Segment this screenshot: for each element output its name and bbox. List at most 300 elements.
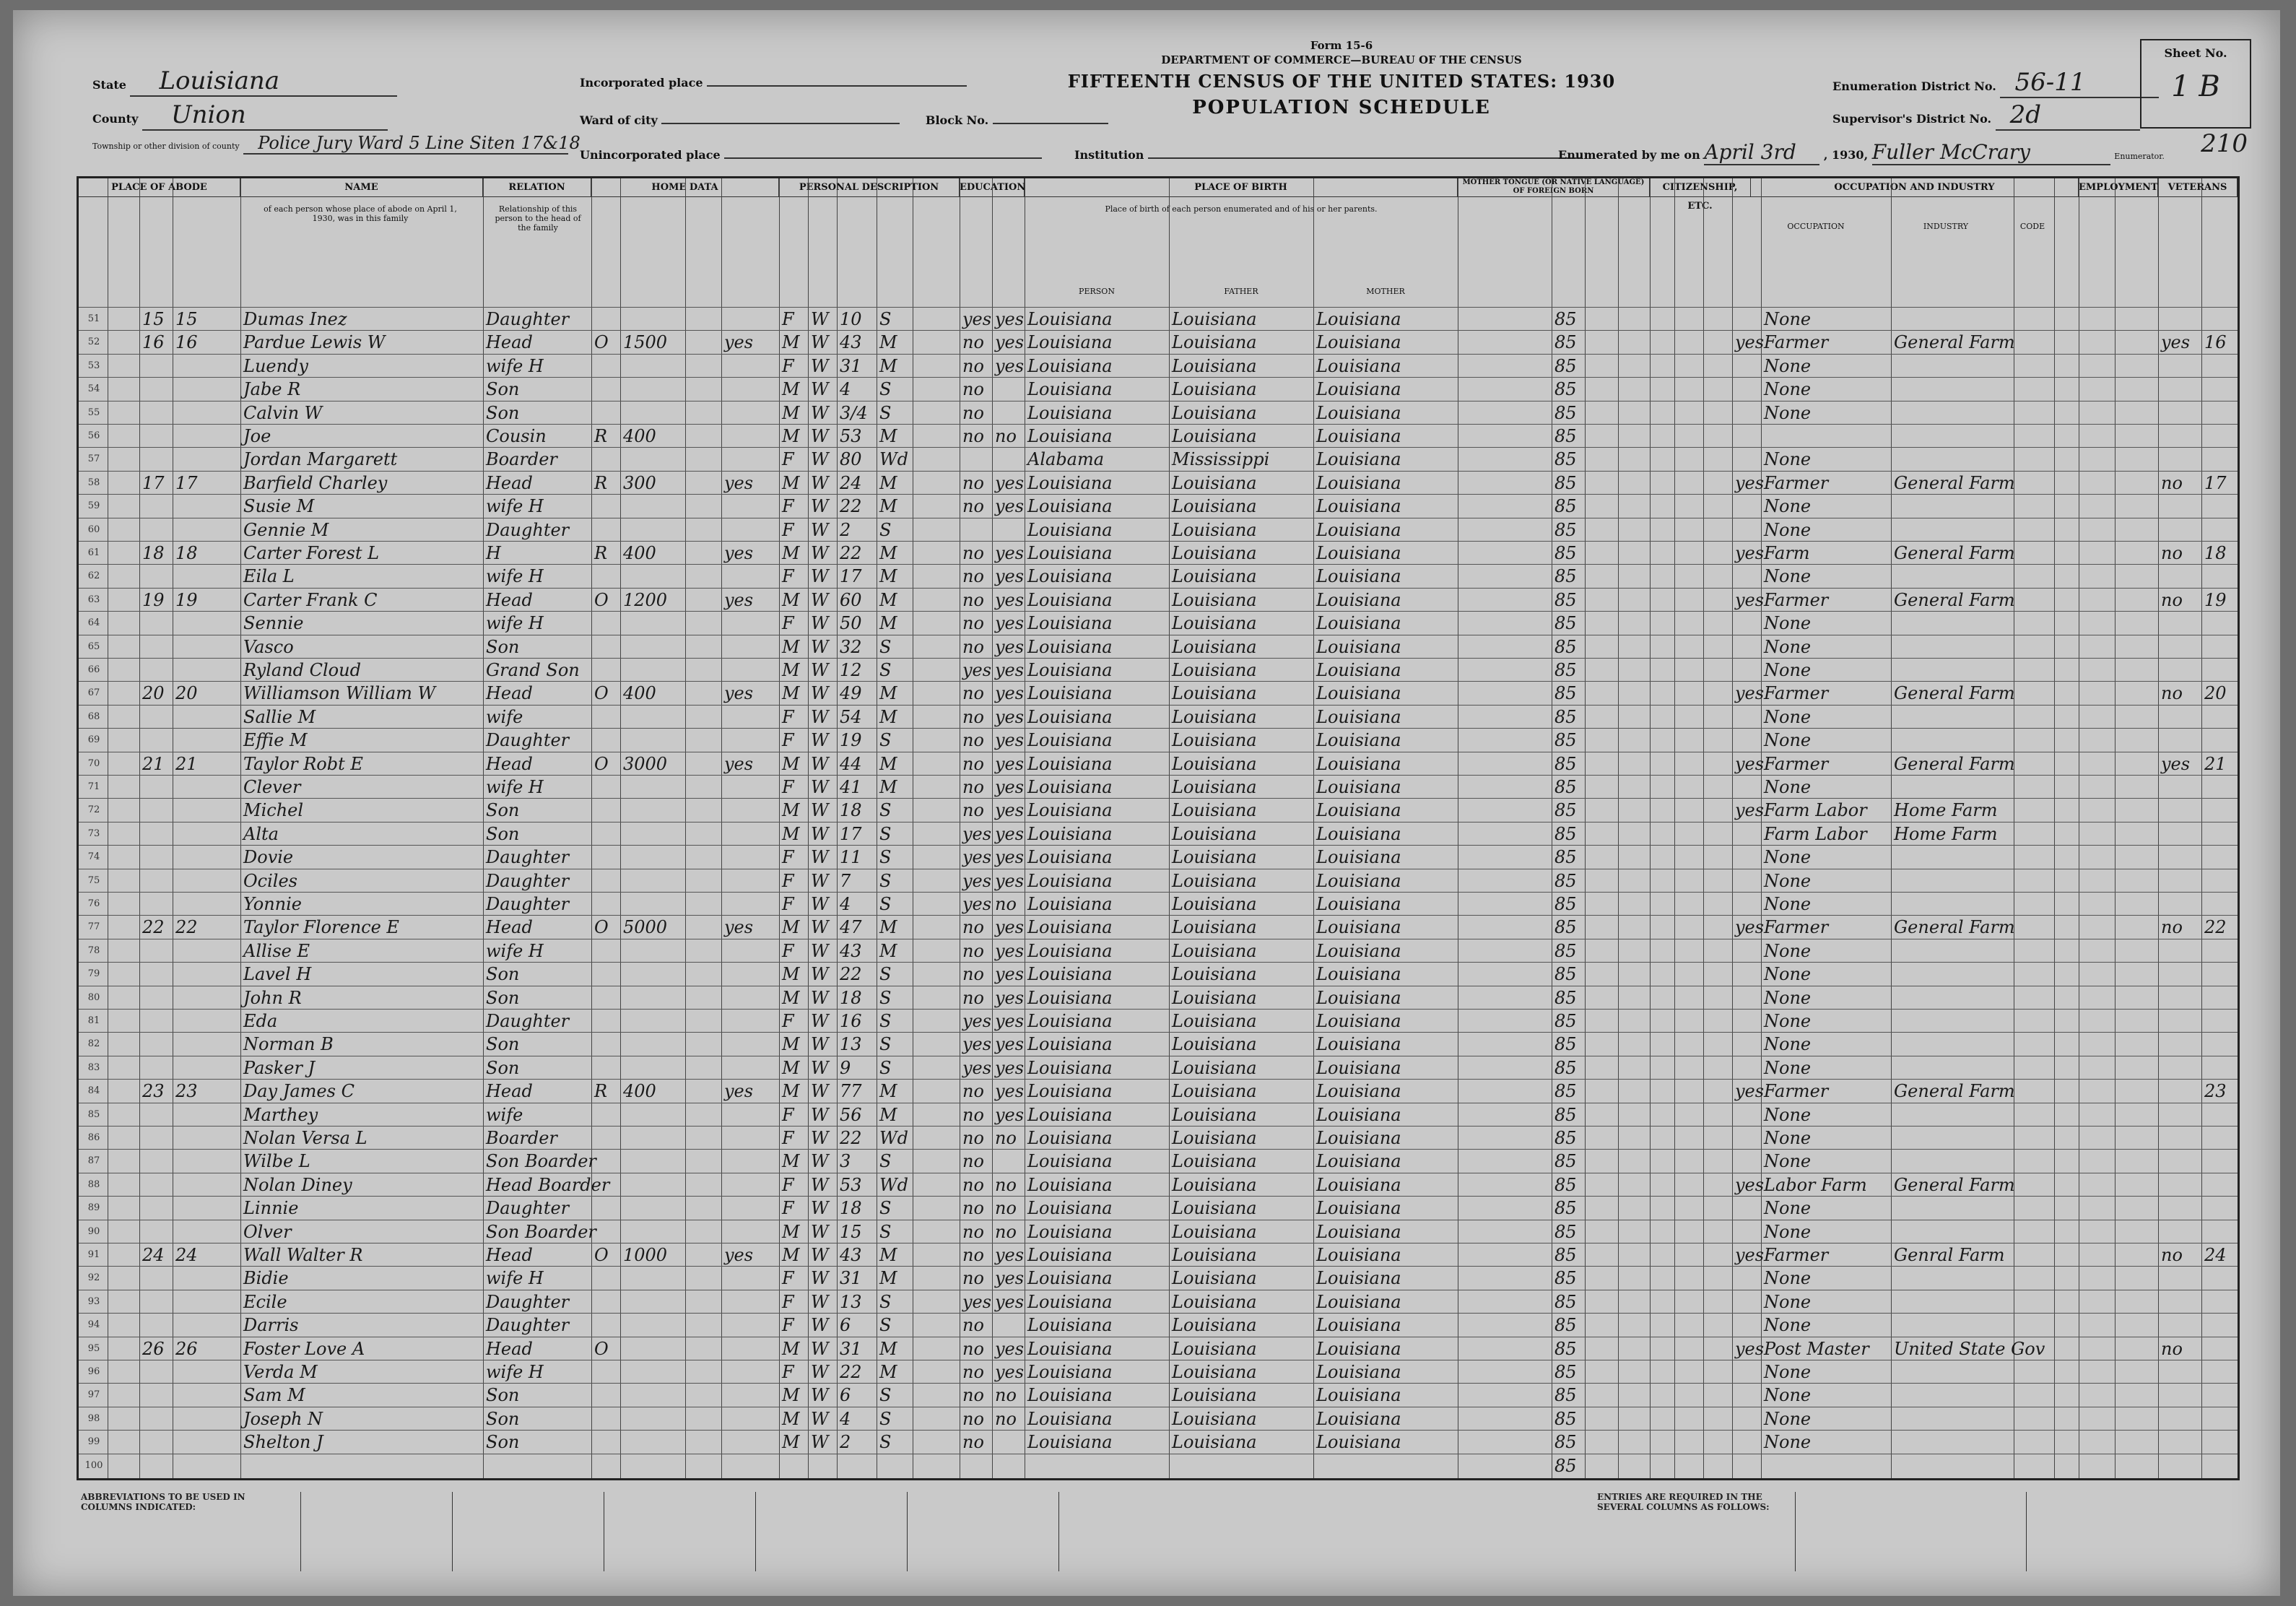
cell-farm-schedule — [2204, 776, 2236, 799]
cell-farm — [724, 1431, 763, 1454]
institution-label: Institution — [1074, 148, 1144, 162]
department-title: DEPARTMENT OF COMMERCE—BUREAU OF THE CENSUS — [1161, 53, 1522, 66]
cell-industry — [1894, 378, 2012, 401]
unincorporated-line — [724, 144, 1042, 159]
cell-industry — [1894, 308, 2012, 331]
cell-home-value — [623, 776, 684, 799]
cell-farm-schedule — [2204, 1454, 2236, 1477]
table-row — [79, 705, 2238, 729]
group-relation: RELATION — [483, 178, 591, 197]
cell-person-name: Olver — [243, 1221, 292, 1242]
cell-school: no — [962, 566, 984, 587]
cell-sex: M — [782, 1338, 800, 1359]
cell-family-number — [175, 565, 204, 588]
cell-home-value: 400 — [623, 1081, 656, 1102]
cell-school: no — [962, 589, 984, 610]
sheet-number-box — [2140, 39, 2251, 129]
table-row — [79, 962, 2238, 986]
cell-occupation: Farmer — [1764, 1245, 1829, 1265]
cell-occupation: None — [1764, 1268, 1812, 1289]
cell-birth-code: 85 — [1554, 964, 1577, 985]
cell-veteran — [2161, 706, 2200, 729]
cell-marital: S — [879, 894, 892, 914]
cell-line-number: 85 — [87, 1108, 100, 1120]
cell-school: no — [962, 730, 984, 751]
cell-veteran — [2161, 869, 2200, 893]
cell-mother-birthplace: Louisiana — [1316, 636, 1401, 657]
cell-school: no — [962, 496, 984, 517]
cell-birthplace: Louisiana — [1027, 566, 1113, 587]
cell-industry — [1894, 1314, 2012, 1337]
cell-birthplace: Louisiana — [1027, 355, 1113, 376]
cell-father-birthplace: Louisiana — [1172, 823, 1257, 844]
cell-home-owned — [594, 1197, 619, 1220]
cell-home-owned — [594, 846, 619, 869]
cell-home-value — [623, 799, 684, 822]
cell-occupation: None — [1764, 894, 1812, 914]
cell-father-birthplace: Louisiana — [1172, 683, 1257, 704]
cell-marital: M — [879, 355, 897, 376]
cell-birth-code: 85 — [1554, 847, 1577, 868]
cell-relation: Daughter — [486, 1291, 570, 1312]
cell-birth-code: 85 — [1554, 566, 1577, 587]
sd-field — [1832, 100, 2140, 131]
cell-mother-birthplace: Louisiana — [1316, 753, 1401, 774]
cell-home-value — [623, 1103, 684, 1127]
cell-line-number: 83 — [87, 1062, 100, 1073]
cell-school: no — [962, 964, 984, 985]
cell-marital: S — [879, 870, 892, 891]
cell-sex: F — [782, 496, 794, 517]
cell-at-work — [1735, 518, 1760, 542]
cell-birthplace: Louisiana — [1027, 1432, 1113, 1453]
cell-farm-schedule: 18 — [2204, 543, 2227, 563]
cell-school: no — [962, 1432, 984, 1453]
cell-relation: Daughter — [486, 1198, 570, 1219]
cell-father-birthplace: Louisiana — [1172, 1034, 1257, 1055]
cell-school: no — [962, 917, 984, 938]
cell-relation: Cousin — [486, 426, 547, 446]
cell-at-work — [1735, 986, 1760, 1010]
cell-industry — [1894, 425, 2012, 448]
cell-relation: wife — [486, 706, 523, 727]
cell-relation: Head — [486, 1081, 533, 1102]
cell-family-number: 24 — [175, 1245, 198, 1265]
cell-person-name: Sam M — [243, 1385, 305, 1406]
cell-occupation: None — [1764, 1057, 1812, 1078]
cell-read-write: yes — [995, 1245, 1025, 1265]
cell-school: no — [962, 1198, 984, 1219]
cell-home-owned — [594, 1290, 619, 1314]
cell-school: no — [962, 987, 984, 1008]
cell-occupation: None — [1764, 1221, 1812, 1242]
cell-at-work: yes — [1735, 472, 1765, 493]
cell-read-write: yes — [995, 1104, 1025, 1125]
cell-home-value — [623, 378, 684, 401]
cell-farm: yes — [724, 683, 754, 704]
cell-read-write — [995, 402, 1023, 425]
table-row — [79, 611, 2238, 635]
cell-marital: S — [879, 1385, 892, 1406]
state-label: State — [92, 78, 126, 92]
cell-father-birthplace: Louisiana — [1172, 519, 1257, 540]
table-row — [79, 307, 2238, 331]
cell-occupation: None — [1764, 1385, 1812, 1406]
cell-veteran — [2161, 518, 2200, 542]
cell-family-number: 20 — [175, 683, 198, 704]
cell-farm — [724, 612, 763, 635]
cell-birth-code: 85 — [1554, 613, 1577, 634]
schedule-title: POPULATION SCHEDULE — [1192, 97, 1491, 118]
cell-birth-code: 85 — [1554, 1081, 1577, 1102]
table-row — [79, 471, 2238, 495]
cell-birth-code: 85 — [1554, 753, 1577, 774]
census-title: FIFTEENTH CENSUS OF THE UNITED STATES: 1930 — [1067, 71, 1616, 92]
cell-relation: Head — [486, 1245, 533, 1265]
cell-family-number — [175, 1360, 204, 1384]
cell-birth-code: 85 — [1554, 706, 1577, 727]
cell-at-work — [1735, 355, 1760, 378]
cell-veteran — [2161, 1220, 2200, 1243]
cell-marital: S — [879, 847, 892, 868]
cell-home-owned: R — [594, 543, 608, 563]
cell-read-write: yes — [995, 1338, 1025, 1359]
name-column-desc: of each person whose place of abode on April 1, 1930, was in this family — [264, 204, 457, 223]
cell-father-birthplace: Louisiana — [1172, 426, 1257, 446]
cell-relation: Son Boarder — [486, 1151, 596, 1172]
cell-relation: Son — [486, 1385, 520, 1406]
cell-relation: Grand Son — [486, 660, 580, 680]
cell-age: 53 — [840, 1174, 862, 1195]
cell-read-write: yes — [995, 496, 1025, 517]
cell-occupation — [1764, 1454, 1890, 1477]
cell-industry — [1894, 565, 2012, 588]
cell-mother-birthplace: Louisiana — [1316, 1057, 1401, 1078]
cell-home-owned — [594, 659, 619, 682]
table-row — [79, 798, 2238, 822]
cell-person-name: Carter Frank C — [243, 589, 378, 610]
cell-mother-birthplace: Louisiana — [1316, 309, 1401, 329]
cell-dwelling-number — [142, 1220, 171, 1243]
cell-birth-code: 85 — [1554, 332, 1577, 353]
cell-race: W — [811, 1057, 829, 1078]
incorporated-label: Incorporated place — [580, 76, 703, 90]
cell-father-birthplace: Louisiana — [1172, 777, 1257, 797]
cell-race: W — [811, 800, 829, 821]
cell-home-owned — [594, 776, 619, 799]
cell-sex: F — [782, 870, 794, 891]
cell-dwelling-number: 19 — [142, 589, 165, 610]
cell-father-birthplace: Louisiana — [1172, 964, 1257, 985]
cell-father-birthplace: Louisiana — [1172, 1291, 1257, 1312]
cell-industry — [1894, 1197, 2012, 1220]
cell-home-owned: O — [594, 589, 609, 610]
cell-birth-code: 85 — [1554, 1104, 1577, 1125]
cell-dwelling-number — [142, 355, 171, 378]
cell-birthplace: Louisiana — [1027, 309, 1113, 329]
cell-family-number — [175, 1103, 204, 1127]
cell-relation: wife H — [486, 496, 544, 517]
cell-family-number — [175, 518, 204, 542]
cell-family-number — [175, 963, 204, 986]
cell-person-name: Barfield Charley — [243, 472, 388, 493]
footer — [77, 1485, 2235, 1586]
cell-person-name: Wall Walter R — [243, 1245, 363, 1265]
cell-home-value: 400 — [623, 683, 656, 704]
cell-sex: F — [782, 1128, 794, 1148]
cell-mother-birthplace: Louisiana — [1316, 1408, 1401, 1429]
cell-read-write — [995, 378, 1023, 401]
cell-school: no — [962, 1268, 984, 1289]
cell-occupation: None — [1764, 1362, 1812, 1382]
cell-dwelling-number — [142, 1033, 171, 1056]
cell-family-number — [175, 1173, 204, 1197]
cell-occupation: None — [1764, 1315, 1812, 1336]
cell-farm-schedule: 23 — [2204, 1081, 2227, 1102]
cell-birthplace: Louisiana — [1027, 1245, 1113, 1265]
cell-person-name: Shelton J — [243, 1432, 323, 1453]
cell-read-write: yes — [995, 1362, 1025, 1382]
cell-read-write: yes — [995, 777, 1025, 797]
cell-home-value — [623, 706, 684, 729]
cell-family-number — [175, 846, 204, 869]
cell-industry — [1894, 495, 2012, 518]
cell-person-name: Linnie — [243, 1198, 299, 1219]
table-row — [79, 728, 2238, 752]
cell-read-write: yes — [995, 543, 1025, 563]
cell-school: no — [962, 777, 984, 797]
cell-home-owned — [594, 378, 619, 401]
cell-home-owned — [594, 612, 619, 635]
cell-read-write: yes — [995, 683, 1025, 704]
cell-family-number: 22 — [175, 917, 198, 938]
cell-farm — [724, 1033, 763, 1056]
cell-occupation: Farmer — [1764, 1081, 1829, 1102]
cell-farm — [724, 729, 763, 752]
cell-farm-schedule — [2204, 1103, 2236, 1127]
cell-occupation: None — [1764, 777, 1812, 797]
cell-father-birthplace: Louisiana — [1172, 543, 1257, 563]
cell-relation: Son — [486, 800, 520, 821]
cell-birthplace: Louisiana — [1027, 1221, 1113, 1242]
cell-line-number: 60 — [87, 524, 100, 535]
cell-home-value — [623, 1150, 684, 1173]
cell-birth-code: 85 — [1554, 917, 1577, 938]
cell-at-work: yes — [1735, 1174, 1765, 1195]
cell-mother-birthplace: Louisiana — [1316, 777, 1401, 797]
cell-race: W — [811, 379, 829, 400]
township-label: Township or other division of county — [92, 142, 240, 151]
cell-father-birthplace: Louisiana — [1172, 496, 1257, 517]
cell-home-owned — [594, 565, 619, 588]
cell-veteran — [2161, 308, 2200, 331]
cell-birthplace: Louisiana — [1027, 940, 1113, 961]
cell-marital — [879, 1454, 911, 1477]
table-row — [79, 1079, 2238, 1103]
cell-birthplace: Alabama — [1027, 449, 1105, 470]
cell-at-work: yes — [1735, 543, 1765, 563]
cell-farm-schedule — [2204, 1384, 2236, 1407]
cell-line-number: 81 — [87, 1015, 100, 1026]
cell-sex: F — [782, 1268, 794, 1289]
table-row — [79, 1266, 2238, 1290]
cell-birthplace: Louisiana — [1027, 660, 1113, 680]
cell-dwelling-number — [142, 729, 171, 752]
cell-dwelling-number — [142, 1267, 171, 1290]
cell-line-number: 88 — [87, 1179, 100, 1190]
cell-veteran — [2161, 1314, 2200, 1337]
cell-school: no — [962, 940, 984, 961]
cell-at-work: yes — [1735, 1081, 1765, 1102]
table-row — [79, 1126, 2238, 1150]
cell-farm-schedule — [2204, 1173, 2236, 1197]
cell-age: 44 — [840, 753, 862, 774]
cell-dwelling-number: 18 — [142, 543, 165, 563]
cell-sex: M — [782, 964, 800, 985]
cell-relation: Daughter — [486, 847, 570, 868]
cell-person-name: Williamson William W — [243, 683, 436, 704]
cell-father-birthplace: Louisiana — [1172, 894, 1257, 914]
cell-industry: General Farm — [1894, 1081, 2015, 1102]
cell-industry — [1894, 518, 2012, 542]
cell-age: 77 — [840, 1081, 862, 1102]
cell-birthplace: Louisiana — [1027, 1081, 1113, 1102]
cell-mother-birthplace: Louisiana — [1316, 870, 1401, 891]
cell-veteran: no — [2161, 1245, 2183, 1265]
cell-veteran: no — [2161, 1338, 2183, 1359]
cell-dwelling-number — [142, 425, 171, 448]
cell-age: 22 — [840, 964, 862, 985]
cell-age: 11 — [840, 847, 862, 868]
ed-field — [1832, 68, 2159, 98]
cell-race: W — [811, 660, 829, 680]
cell-farm-schedule — [2204, 1314, 2236, 1337]
cell-industry: General Farm — [1894, 753, 2015, 774]
cell-home-value — [623, 1384, 684, 1407]
cell-at-work — [1735, 635, 1760, 659]
cell-person-name — [243, 1454, 482, 1477]
cell-race: W — [811, 402, 829, 423]
cell-marital: M — [879, 1104, 897, 1125]
sheet-label: Sheet No. — [2164, 46, 2227, 60]
cell-school — [962, 448, 991, 471]
cell-veteran — [2161, 1150, 2200, 1173]
table-row — [79, 775, 2238, 799]
cell-marital: S — [879, 1291, 892, 1312]
cell-industry — [1894, 846, 2012, 869]
cell-read-write: yes — [995, 1034, 1025, 1055]
cell-home-owned: O — [594, 332, 609, 353]
cell-school: no — [962, 636, 984, 657]
cell-person-name: Foster Love A — [243, 1338, 365, 1359]
unincorporated-label: Unincorporated place — [580, 148, 721, 162]
cell-industry — [1894, 1431, 2012, 1454]
cell-occupation: None — [1764, 660, 1812, 680]
cell-veteran — [2161, 1173, 2200, 1197]
cell-dwelling-number — [142, 1150, 171, 1173]
cell-birthplace: Louisiana — [1027, 332, 1113, 353]
cell-birthplace: Louisiana — [1027, 613, 1113, 634]
cell-school: no — [962, 1104, 984, 1125]
cell-father-birthplace: Louisiana — [1172, 660, 1257, 680]
cell-birth-code: 85 — [1554, 777, 1577, 797]
cell-sex: M — [782, 753, 800, 774]
cell-birthplace: Louisiana — [1027, 402, 1113, 423]
cell-farm-schedule — [2204, 986, 2236, 1010]
cell-relation: Son — [486, 823, 520, 844]
cell-farm-schedule — [2204, 1127, 2236, 1150]
cell-person-name: Eda — [243, 1011, 278, 1031]
cell-birthplace: Louisiana — [1027, 1174, 1113, 1195]
cell-person-name: Taylor Robt E — [243, 753, 363, 774]
cell-age: 47 — [840, 917, 862, 938]
cell-mother-birthplace: Louisiana — [1316, 1151, 1401, 1172]
cell-occupation: None — [1764, 1034, 1812, 1055]
cell-read-write: yes — [995, 566, 1025, 587]
cell-line-number: 58 — [87, 477, 100, 488]
cell-occupation: None — [1764, 379, 1812, 400]
cell-birth-code: 85 — [1554, 683, 1577, 704]
cell-industry: United State Gov — [1894, 1338, 2045, 1359]
cell-age: 43 — [840, 332, 862, 353]
cell-person-name: Susie M — [243, 496, 315, 517]
cell-read-write: yes — [995, 847, 1025, 868]
cell-person-name: Joe — [243, 426, 271, 446]
cell-race: W — [811, 1221, 829, 1242]
cell-line-number: 70 — [87, 758, 100, 769]
cell-at-work — [1735, 308, 1760, 331]
cell-sex: M — [782, 800, 800, 821]
cell-industry: Genral Farm — [1894, 1245, 2005, 1265]
group-birth: PLACE OF BIRTH — [1025, 178, 1458, 197]
cell-sex: F — [782, 1291, 794, 1312]
cell-family-number — [175, 612, 204, 635]
cell-industry — [1894, 1220, 2012, 1243]
cell-family-number: 21 — [175, 753, 198, 774]
cell-father-birthplace: Louisiana — [1172, 1151, 1257, 1172]
cell-age: 15 — [840, 1221, 862, 1242]
table-row — [79, 1009, 2238, 1033]
cell-birthplace: Louisiana — [1027, 1315, 1113, 1336]
cell-relation: wife H — [486, 613, 544, 634]
cell-dwelling-number — [142, 495, 171, 518]
cell-father-birthplace: Louisiana — [1172, 1362, 1257, 1382]
cell-line-number: 86 — [87, 1132, 100, 1143]
cell-home-value — [623, 1431, 684, 1454]
cell-occupation: Farm Labor — [1764, 800, 1867, 821]
cell-school: yes — [962, 660, 992, 680]
cell-farm: yes — [724, 917, 754, 938]
ward-field — [580, 110, 1108, 127]
cell-relation: Head — [486, 683, 533, 704]
table-row — [79, 494, 2238, 518]
abbrev-box-2 — [452, 1492, 601, 1571]
cell-school: no — [962, 379, 984, 400]
cell-home-owned — [594, 448, 619, 471]
cell-farm: yes — [724, 589, 754, 610]
cell-at-work — [1735, 1197, 1760, 1220]
cell-school: yes — [962, 1291, 992, 1312]
cell-relation: Son — [486, 1057, 520, 1078]
cell-veteran: no — [2161, 917, 2183, 938]
cell-farm-schedule — [2204, 1407, 2236, 1431]
cell-sex: F — [782, 894, 794, 914]
cell-birth-code: 85 — [1554, 1385, 1577, 1406]
cell-line-number: 93 — [87, 1295, 100, 1307]
cell-farm — [724, 1197, 763, 1220]
cell-family-number — [175, 659, 204, 682]
cell-industry: General Farm — [1894, 472, 2015, 493]
